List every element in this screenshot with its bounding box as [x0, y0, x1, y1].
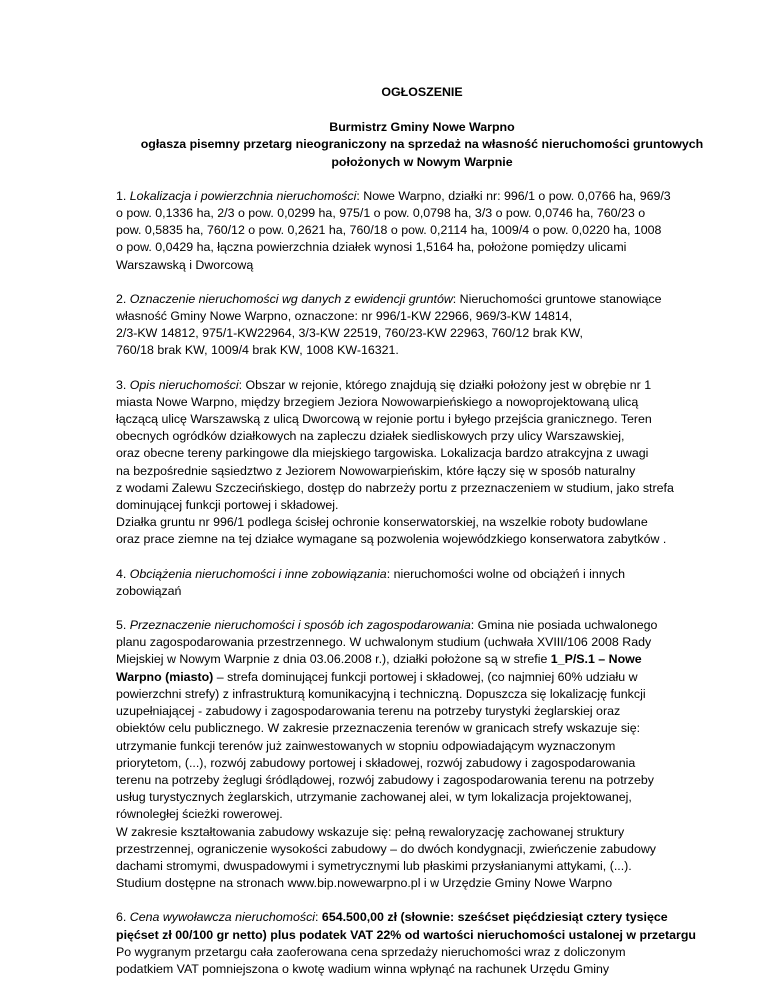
section-line: Po wygranym przetargu cała zaoferowana cena sprzedaży nieruchomości wraz z doliczonym — [116, 944, 626, 959]
section-number: 5. — [116, 618, 130, 633]
section-label: Opis nieruchomości — [129, 377, 239, 392]
section-1 — [116, 188, 728, 274]
section-line: Studium dostępne na stronach www.bip.nowewarpno.pl i w Urzędzie Gminy Nowe Warpno — [116, 876, 613, 891]
section-line: oraz prace ziemne na tej działce wymagane są pozwolenia wojewódzkiego konserwatora zabytków . — [116, 532, 667, 547]
section-line: 760/18 brak KW, 1009/4 brak KW, 1008 KW-16321. — [116, 343, 399, 358]
section-line: W zakresie kształtowania zabudowy wskazuje się: pełną rewaloryzację zachowanej struktury — [116, 824, 625, 839]
document-title: OGŁOSZENIE — [381, 85, 463, 99]
heading-line: położonych w Nowym Warpnie — [331, 154, 513, 169]
section-line — [116, 651, 728, 668]
section-number: 6. — [116, 910, 130, 925]
section-label: Oznaczenie nieruchomości wg danych z ewidencji gruntów — [129, 291, 453, 306]
section-line: o pow. 0,0429 ha, łączna powierzchnia działek wynosi 1,5164 ha, położone pomiędzy ulicami — [116, 240, 627, 255]
heading-line: ogłasza pisemny przetarg nieograniczony na sprzedaż na własność nieruchomości gruntowych — [140, 137, 704, 152]
price-detail: pięćset zł 00/100 gr netto) plus podatek VAT 22% od wartości nieruchomości ustalonej w przetargu — [116, 927, 696, 942]
section-line: uzupełniającej - zabudowy i zagospodarowania terenu na potrzeby turystyki żeglarskiej oraz — [116, 704, 621, 719]
section-text: : Nieruchomości gruntowe stanowiące — [452, 291, 662, 306]
section-line: łączącą ulicę Warszawską z ulicą Dworcową w rejonie portu i byłego przejścia granicznego. Teren — [116, 412, 652, 427]
section-line: na bezpośrednie sąsiedztwo z Jeziorem Nowowarpieńskim, które łączy się w sposób naturalny — [116, 463, 636, 478]
section-text: : Gmina nie posiada uchwalonego — [470, 618, 658, 633]
section-line: usług turystycznych żeglarskich, utrzymanie zachowanej alei, w tym lokalizacja projektowanej, — [116, 790, 632, 805]
price: 654.500,00 zł (słownie: sześćset pięćdziesiąt cztery tysięce — [321, 910, 668, 925]
section-label: Cena wywoławcza nieruchomości — [129, 910, 316, 925]
section-6 — [116, 909, 728, 978]
section-line: dominującej funkcji portowej i składowej. — [116, 498, 339, 513]
section-line: miasta Nowe Warpno, między brzegiem Jeziora Nowowarpieńskiego a nowoprojektowaną ulicą — [116, 394, 639, 409]
section-5 — [116, 617, 728, 892]
section-line: 2/3-KW 14812, 975/1-KW22964, 3/3-KW 22519, 760/23-KW 22963, 760/12 brak KW, — [116, 326, 583, 341]
section-line — [116, 669, 728, 686]
section-number: 1. — [116, 188, 130, 203]
section-3 — [116, 377, 728, 549]
section-line: o pow. 0,1336 ha, 2/3 o pow. 0,0299 ha, 975/1 o pow. 0,0798 ha, 3/3 o pow. 0,0746 ha, 760/23 o — [116, 206, 646, 221]
heading-line: Burmistrz Gminy Nowe Warpno — [329, 120, 515, 135]
section-line: powierzchni strefy) z infrastrukturą komunikacyjną i techniczną. Dopuszcza się lokalizację funkcji — [116, 686, 646, 701]
section-line — [116, 377, 728, 394]
section-line — [116, 909, 728, 926]
section-line: własność Gminy Nowe Warpno, oznaczone: nr 996/1-KW 22966, 969/3-KW 14814, — [116, 309, 573, 324]
section-text: – strefa dominującej funkcji portowej i składowej, (co najmniej 60% udziału w — [213, 669, 638, 684]
section-number: 2. — [116, 291, 130, 306]
zone-code: 1_P/S.1 – Nowe — [550, 652, 642, 667]
section-text: : Obszar w rejonie, którego znajdują się działki położony jest w obrębie nr 1 — [238, 377, 652, 392]
section-label: Obciążenia nieruchomości i inne zobowiązania — [129, 566, 387, 581]
section-line: pow. 0,5835 ha, 760/12 o pow. 0,2621 ha, 760/18 o pow. 0,2114 ha, 1009/4 o pow. 0,0220 ha, 1008 — [116, 223, 662, 238]
section-text: : — [315, 910, 322, 925]
section-line — [116, 291, 728, 308]
section-line — [116, 188, 728, 205]
section-line: terenu na potrzeby żeglugi śródlądowej, rozwój zabudowy i zagospodarowania terenu na potrzeby — [116, 772, 654, 787]
section-4 — [116, 566, 728, 600]
section-text: : nieruchomości wolne od obciążeń i innych — [386, 566, 625, 581]
section-line: z wodami Zalewu Szczecińskiego, dostęp do nabrzeży portu z przeznaczeniem w studium, jako strefa — [116, 480, 674, 495]
section-line: utrzymanie funkcji terenów już zainwestowanych w stopniu odpowiadającym wyznaczonym — [116, 738, 616, 753]
section-text: Miejskiej w Nowym Warpnie z dnia 03.06.2008 r.), działki położone są w strefie — [116, 652, 551, 667]
zone-name: Warpno (miasto) — [116, 669, 214, 684]
section-number: 3. — [116, 377, 130, 392]
section-line: priorytetom, (...), rozwój zabudowy portowej i składowej, rozwój zabudowy i zagospodarowania — [116, 755, 636, 770]
section-line — [116, 566, 728, 583]
section-line: obecnych ogródków działkowych na zapleczu działek siedliskowych przy ulicy Warszawskiej, — [116, 429, 625, 444]
section-line — [116, 617, 728, 634]
section-line: zobowiązań — [116, 583, 182, 598]
section-line: planu zagospodarowania przestrzennego. W uchwalonym studium (uchwała XVIII/106 2008 Rady — [116, 635, 652, 650]
section-text: : Nowe Warpno, działki nr: 996/1 o pow. 0,0766 ha, 969/3 — [356, 188, 671, 203]
section-line: dachami stromymi, dwuspadowymi i symetrycznymi lub płaskimi przysłanianymi attykami, (...). — [116, 858, 632, 873]
section-label: Przeznaczenie nieruchomości i sposób ich zagospodarowania — [129, 618, 471, 633]
section-line: podatkiem VAT pomniejszona o kwotę wadium winna wpłynąć na rachunek Urzędu Gminy — [116, 961, 610, 976]
section-label: Lokalizacja i powierzchnia nieruchomości — [129, 188, 357, 203]
section-line: Warszawską i Dworcową — [116, 257, 254, 272]
section-line: równoległej ścieżki rowerowej. — [116, 807, 283, 822]
section-line: obiektów celu publicznego. W zakresie przeznaczenia terenów w granicach strefy wskazuje się: — [116, 721, 641, 736]
section-line — [116, 927, 728, 944]
document-heading — [116, 119, 728, 171]
section-line: przestrzennej, ograniczenie wysokości zabudowy – do dwóch kondygnacji, zwieńczenie zabudowy — [116, 841, 656, 856]
section-2 — [116, 291, 728, 360]
section-line: oraz obecne tereny parkingowe dla miejskiego targowiska. Lokalizacja bardzo atrakcyjna z uwagi — [116, 446, 649, 461]
section-number: 4. — [116, 566, 130, 581]
section-line: Działka gruntu nr 996/1 podlega ścisłej ochronie konserwatorskiej, na wszelkie roboty budowlane — [116, 515, 648, 530]
